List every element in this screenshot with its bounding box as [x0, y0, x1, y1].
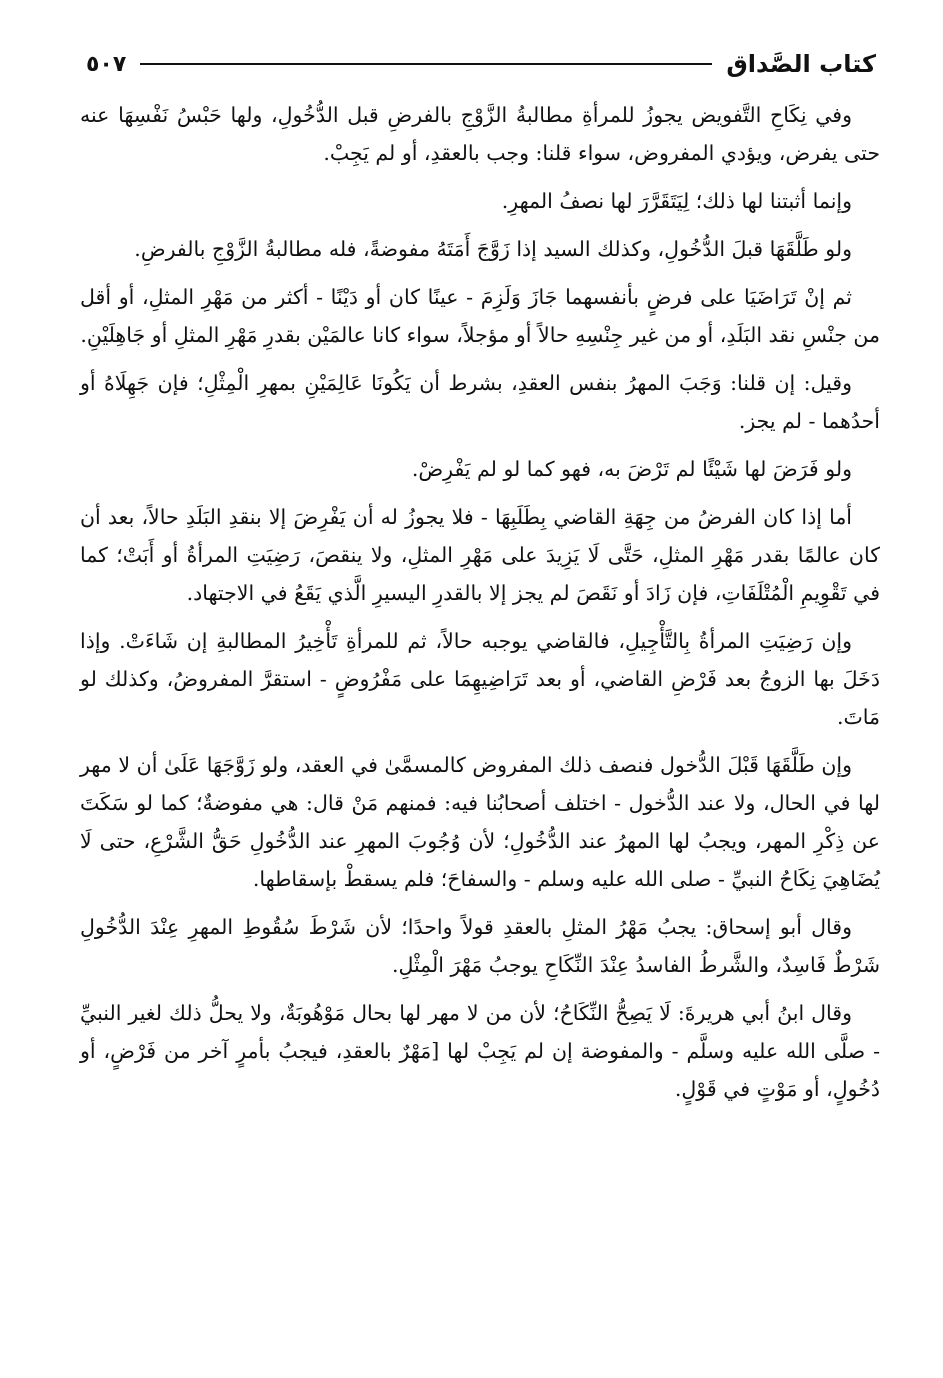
paragraph: وقال ابنُ أبي هريرةَ: لَا يَصِحُّ النِّكَاحُ؛ لأن من لا مهر لها بحال مَوْهُوبَةٌ، ولا يحلُّ ذلك لغير النبيِّ - صلَّى الله عليه وسلَّم - والمفوضة إن لم يَجِبْ لها [مَهْرٌ بالعقدِ، فيجبُ بأمرٍ آخر من فَرْضٍ، أو دُخُولٍ، أو مَوْتٍ في قَوْلٍ. [80, 1001, 880, 1101]
paragraph: وفي نِكَاحِ التَّفويض يجوزُ للمرأةِ مطالبةُ الزَّوْجِ بالفرضِ قبل الدُّخُولِ، ولها حَبْسُ نَفْسِهَا عنه حتى يفرض، ويؤدي المفروض، سواء قلنا: وجب بالعقدِ، أو لم يَجِبْ. [80, 103, 880, 165]
running-title: كتاب الصَّداق [726, 50, 876, 78]
paragraph: وإن طَلَّقَهَا قَبْلَ الدُّخول فنصف ذلك المفروض كالمسمَّىٰ في العقد، ولو زَوَّجَهَا عَلَىٰ أن لا مهر لها في الحال، ولا عند الدُّخول - اختلف أصحابُنا فيه: فمنهم مَنْ قال: هي مفوضةٌ؛ كما لو سَكَتَ عن ذِكْرِ المهر، ويجبُ لها المهرُ عند الدُّخُولِ؛ لأن وُجُوبَ المهرِ عند الدُّخُولِ حَقُّ الشَّرْعِ، حتى لَا يُضَاهِيَ نِكَاحُ النبيِّ - صلى الله عليه وسلم - والسفاحَ؛ فلم يسقطْ بإسقاطها. [80, 753, 880, 891]
page-header [86, 44, 876, 84]
page-body [80, 96, 880, 1118]
page-number: ٥٠٧ [86, 51, 127, 77]
paragraph: ولو طَلَّقَهَا قبلَ الدُّخُولِ، وكذلك السيد إذا زَوَّجَ أَمَتَهُ مفوضةً، فله مطالبةُ الزَّوْجِ بالفرضِ. [134, 237, 852, 261]
paragraph: أما إذا كان الفرضُ من جِهَةِ القاضي بِطَلَبِهَا - فلا يجوزُ له أن يَفْرِضَ إلا بنقدِ البَلَدِ حالاً، بعد أن كان عالمًا بقدر مَهْرِ المثلِ، حَتَّى لَا يَزِيدَ على مَهْرِ المثلِ، ولا ينقصَ، رَضِيَتِ المرأةُ أو أَبَتْ؛ كما في تَقْوِيمِ الْمُتْلَفَاتِ، فإن زَادَ أو نَقَصَ لم يجز إلا بالقدرِ اليسيرِ الَّذي يَقَعُ في الاجتهاد. [80, 505, 880, 605]
paragraph: ثم إنْ تَرَاضَيَا على فرضٍ بأنفسهما جَازَ وَلَزِمَ - عينًا كان أو دَيْنًا - أكثر من مَهْرِ المثلِ، أو أقل من جنْسِ نقد البَلَدِ، أو من غير جِنْسِهِ حالاً أو مؤجلاً، سواء كانا عالمَيْن بقدرِ مَهْرِ المثلِ أو جَاهِلَيْنِ. [80, 285, 880, 347]
paragraph: ولو فَرَضَ لها شَيْئًا لم تَرْضَ به، فهو كما لو لم يَفْرِضْ. [411, 457, 852, 481]
paragraph: وإنما أثبتنا لها ذلك؛ لِيَتَقَرَّرَ لها نصفُ المهرِ. [501, 189, 852, 213]
paragraph: وإن رَضِيَتِ المرأةُ بِالتَّأْجِيلِ، فالقاضي يوجبه حالاً، ثم للمرأةِ تَأْخِيرُ المطالبةِ إن شَاءَتْ. وإذا دَخَلَ بها الزوجُ بعد فَرْضِ القاضي، أو بعد تَرَاضِيهِمَا على مَفْرُوضٍ - استقرَّ المفروضُ، وكذلك لو مَاتَ. [80, 629, 880, 729]
paragraph: وقيل: إن قلنا: وَجَبَ المهرُ بنفس العقدِ، بشرط أن يَكُونَا عَالِمَيْنِ بمهرِ الْمِثْلِ؛ فإن جَهِلَاهُ أو أحدُهما - لم يجز. [80, 371, 880, 433]
paragraph: وقال أبو إسحاق: يجبُ مَهْرُ المثلِ بالعقدِ قولاً واحدًا؛ لأن شَرْطَ سُقُوطِ المهرِ عِنْدَ الدُّخُولِ شَرْطٌ فَاسِدٌ، والشَّرطُ الفاسدُ عِنْدَ النِّكَاحِ يوجبُ مَهْرَ الْمِثْلِ. [80, 915, 880, 977]
header-rule [140, 63, 712, 65]
